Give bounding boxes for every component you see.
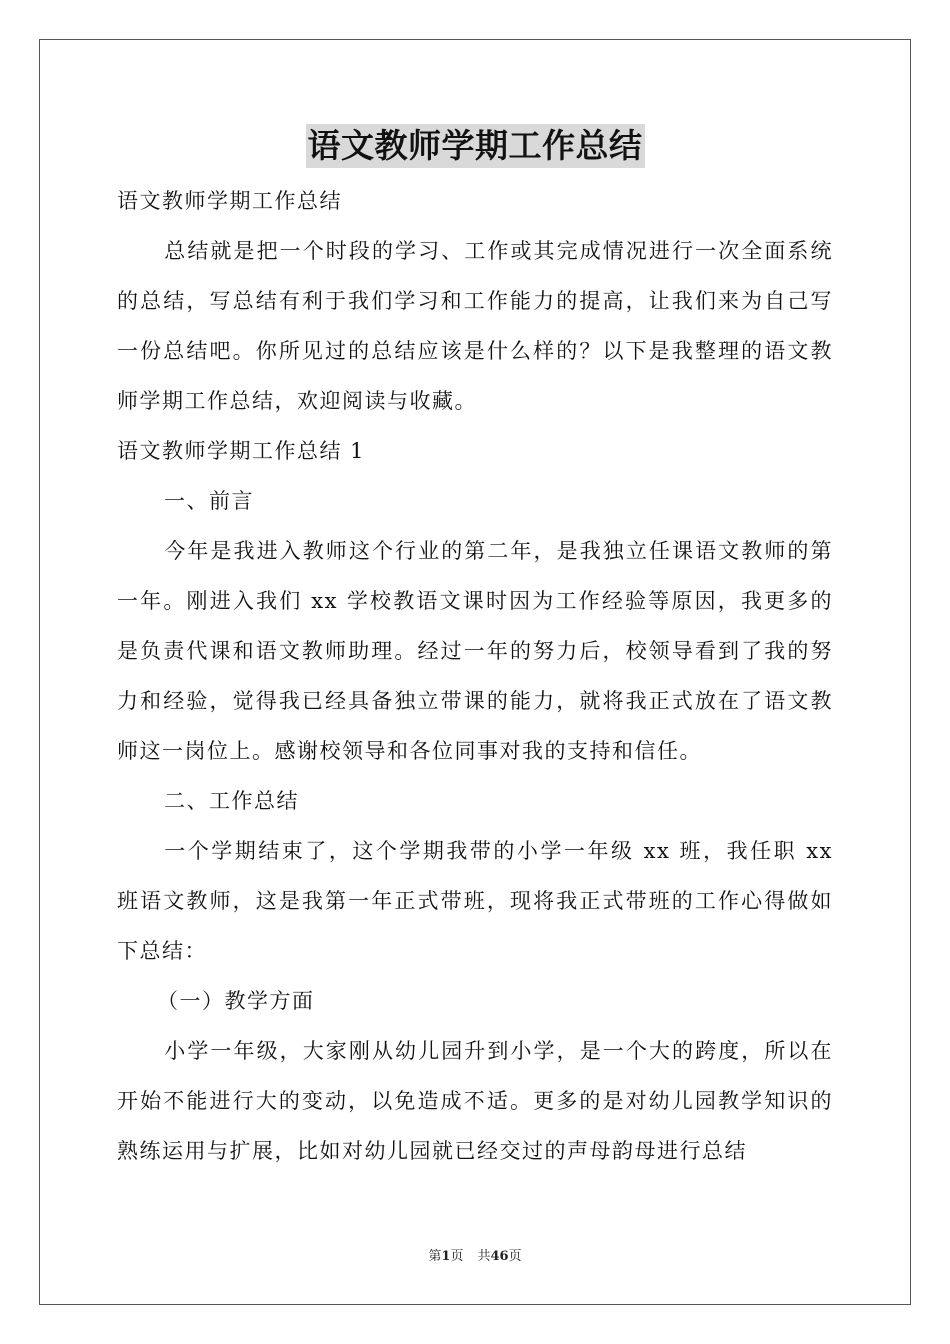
footer-page-suffix: 页: [450, 1249, 464, 1264]
intro-paragraph: 总结就是把一个时段的学习、工作或其完成情况进行一次全面系统的总结，写总结有利于我们学习和工作能力的提高，让我们来为自己写一份总结吧。你所见过的总结应该是什么样的？以下是我整理的语文教师学期工作总结，欢迎阅读与收藏。: [117, 239, 833, 413]
page-footer: [0, 1247, 950, 1267]
document-title: [0, 124, 950, 168]
footer-total-suffix: 页: [508, 1249, 522, 1264]
preface-paragraph: 今年是我进入教师这个行业的第二年，是我独立任课语文教师的第一年。刚进入我们 xx 学校教语文课时因为工作经验等原因，我更多的是负责代课和语文教师助理。经过一年的努力后，校领导看到了我的努力和经验，觉得我已经具备独立带课的能力，就将我正式放在了语文教师这一岗位上。感谢校领导和各位同事对我的支持和信任。: [117, 539, 833, 763]
heading-preface: 一、前言: [164, 489, 254, 513]
document-title-text: 语文教师学期工作总结: [306, 124, 645, 168]
section-title: 语文教师学期工作总结 1: [117, 439, 366, 463]
work-summary-paragraph: 一个学期结束了，这个学期我带的小学一年级 xx 班，我任职 xx 班语文教师，这是我第一年正式带班，现将我正式带班的工作心得做如下总结：: [117, 839, 833, 963]
footer-total-pages: 46: [490, 1249, 509, 1264]
document-body: [117, 176, 833, 1176]
footer-total-prefix: 共: [477, 1249, 491, 1264]
footer-page-prefix: 第: [428, 1249, 442, 1264]
heading-teaching: （一）教学方面: [157, 989, 315, 1013]
document-subtitle: 语文教师学期工作总结: [117, 189, 342, 213]
heading-work-summary: 二、工作总结: [164, 789, 299, 813]
footer-page-number: 1: [441, 1249, 451, 1264]
teaching-paragraph: 小学一年级，大家刚从幼儿园升到小学，是一个大的跨度，所以在开始不能进行大的变动，以免造成不适。更多的是对幼儿园教学知识的熟练运用与扩展，比如对幼儿园就已经交过的声母韵母进行总结: [117, 1039, 833, 1163]
